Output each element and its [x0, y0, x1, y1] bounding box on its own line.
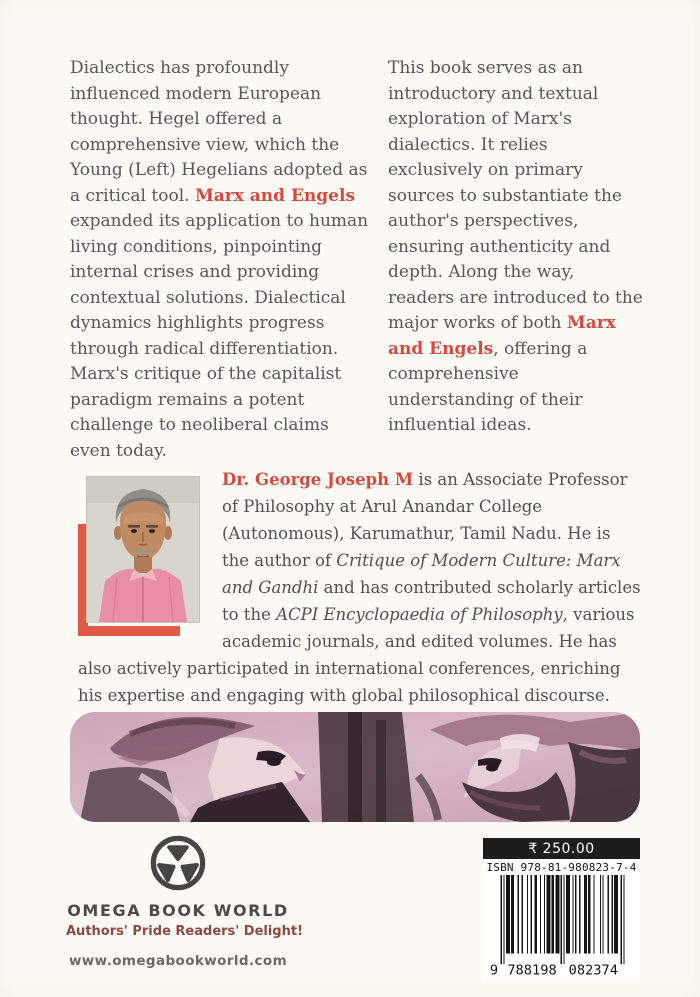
price-text: ₹ 250.00	[528, 840, 595, 857]
isbn-label: ISBN 978-81-980823-7-4	[486, 861, 637, 874]
barcode-digit-lead: 9	[489, 962, 498, 977]
publisher-tagline: Authors' Pride Readers' Delight!	[66, 924, 304, 939]
synopsis-left-column	[70, 56, 372, 464]
ean13-barcode	[489, 875, 635, 977]
text-segment: Dialectics has profoundly influenced modern European thought. Hegel offered a comprehensive view, which the Young (Left) Hegelians adopted as a critical tool.	[70, 58, 368, 206]
author-photo-frame	[78, 476, 206, 636]
text-segment: expanded its application to human living conditions, pinpointing internal crises and providing contextual solutions. Dialectical dynamics highlights progress through radical differentiation. Marx's critique of the capitalist paradigm remains a potent challenge to neoliberal claims even today.	[70, 211, 369, 461]
text-segment: and has contributed scholarly articles to the	[222, 578, 641, 624]
author-bio-section	[78, 466, 642, 709]
barcode-panel	[483, 859, 640, 980]
publisher-name: OMEGA BOOK WORLD	[67, 901, 289, 920]
marx-engels-artwork	[70, 712, 640, 822]
author-portrait-image	[87, 477, 199, 622]
text-segment: This book serves as an introductory and textual exploration of Marx's dialectics. It relies exclusively on primary sources to substantiate the author's perspectives, ensuring authenticity and depth. Along the way, readers are introduced to the major works of both	[388, 58, 643, 333]
barcode-group-right: 082374	[568, 962, 618, 977]
publisher-website: www.omegabookworld.com	[68, 953, 288, 969]
text-segment: Marx and Engels	[194, 185, 356, 206]
text-segment: Dr. George Joseph M	[222, 470, 414, 489]
text-segment: , various academic journals, and edited volumes. He has also actively participated in international conferences, enriching his expertise and engaging with global philosophical discourse.	[78, 605, 635, 705]
price-badge	[483, 838, 640, 859]
synopsis-section	[70, 56, 644, 464]
marx-engels-banner	[70, 712, 640, 822]
text-segment: , offering a comprehensive understanding of their influential ideas.	[388, 338, 588, 435]
synopsis-right-column	[388, 56, 644, 464]
publisher-block	[66, 834, 304, 969]
photo-accent-bar-horizontal	[78, 626, 180, 636]
author-photo	[86, 476, 200, 623]
text-segment: Marx and Engels	[388, 313, 616, 359]
text-segment: Critique of Modern Culture: Marx and Gandhi	[222, 551, 621, 597]
barcode-group-left: 788198	[506, 962, 557, 977]
omega-book-world-logo-icon	[149, 834, 207, 892]
text-segment: is an Associate Professor of Philosophy at Arul Anandar College (Autonomous), Karumathur, Tamil Nadu. He is the author of	[222, 470, 628, 570]
text-segment: ACPI Encyclopaedia of Philosophy	[276, 605, 563, 624]
price-isbn-block	[483, 838, 640, 980]
